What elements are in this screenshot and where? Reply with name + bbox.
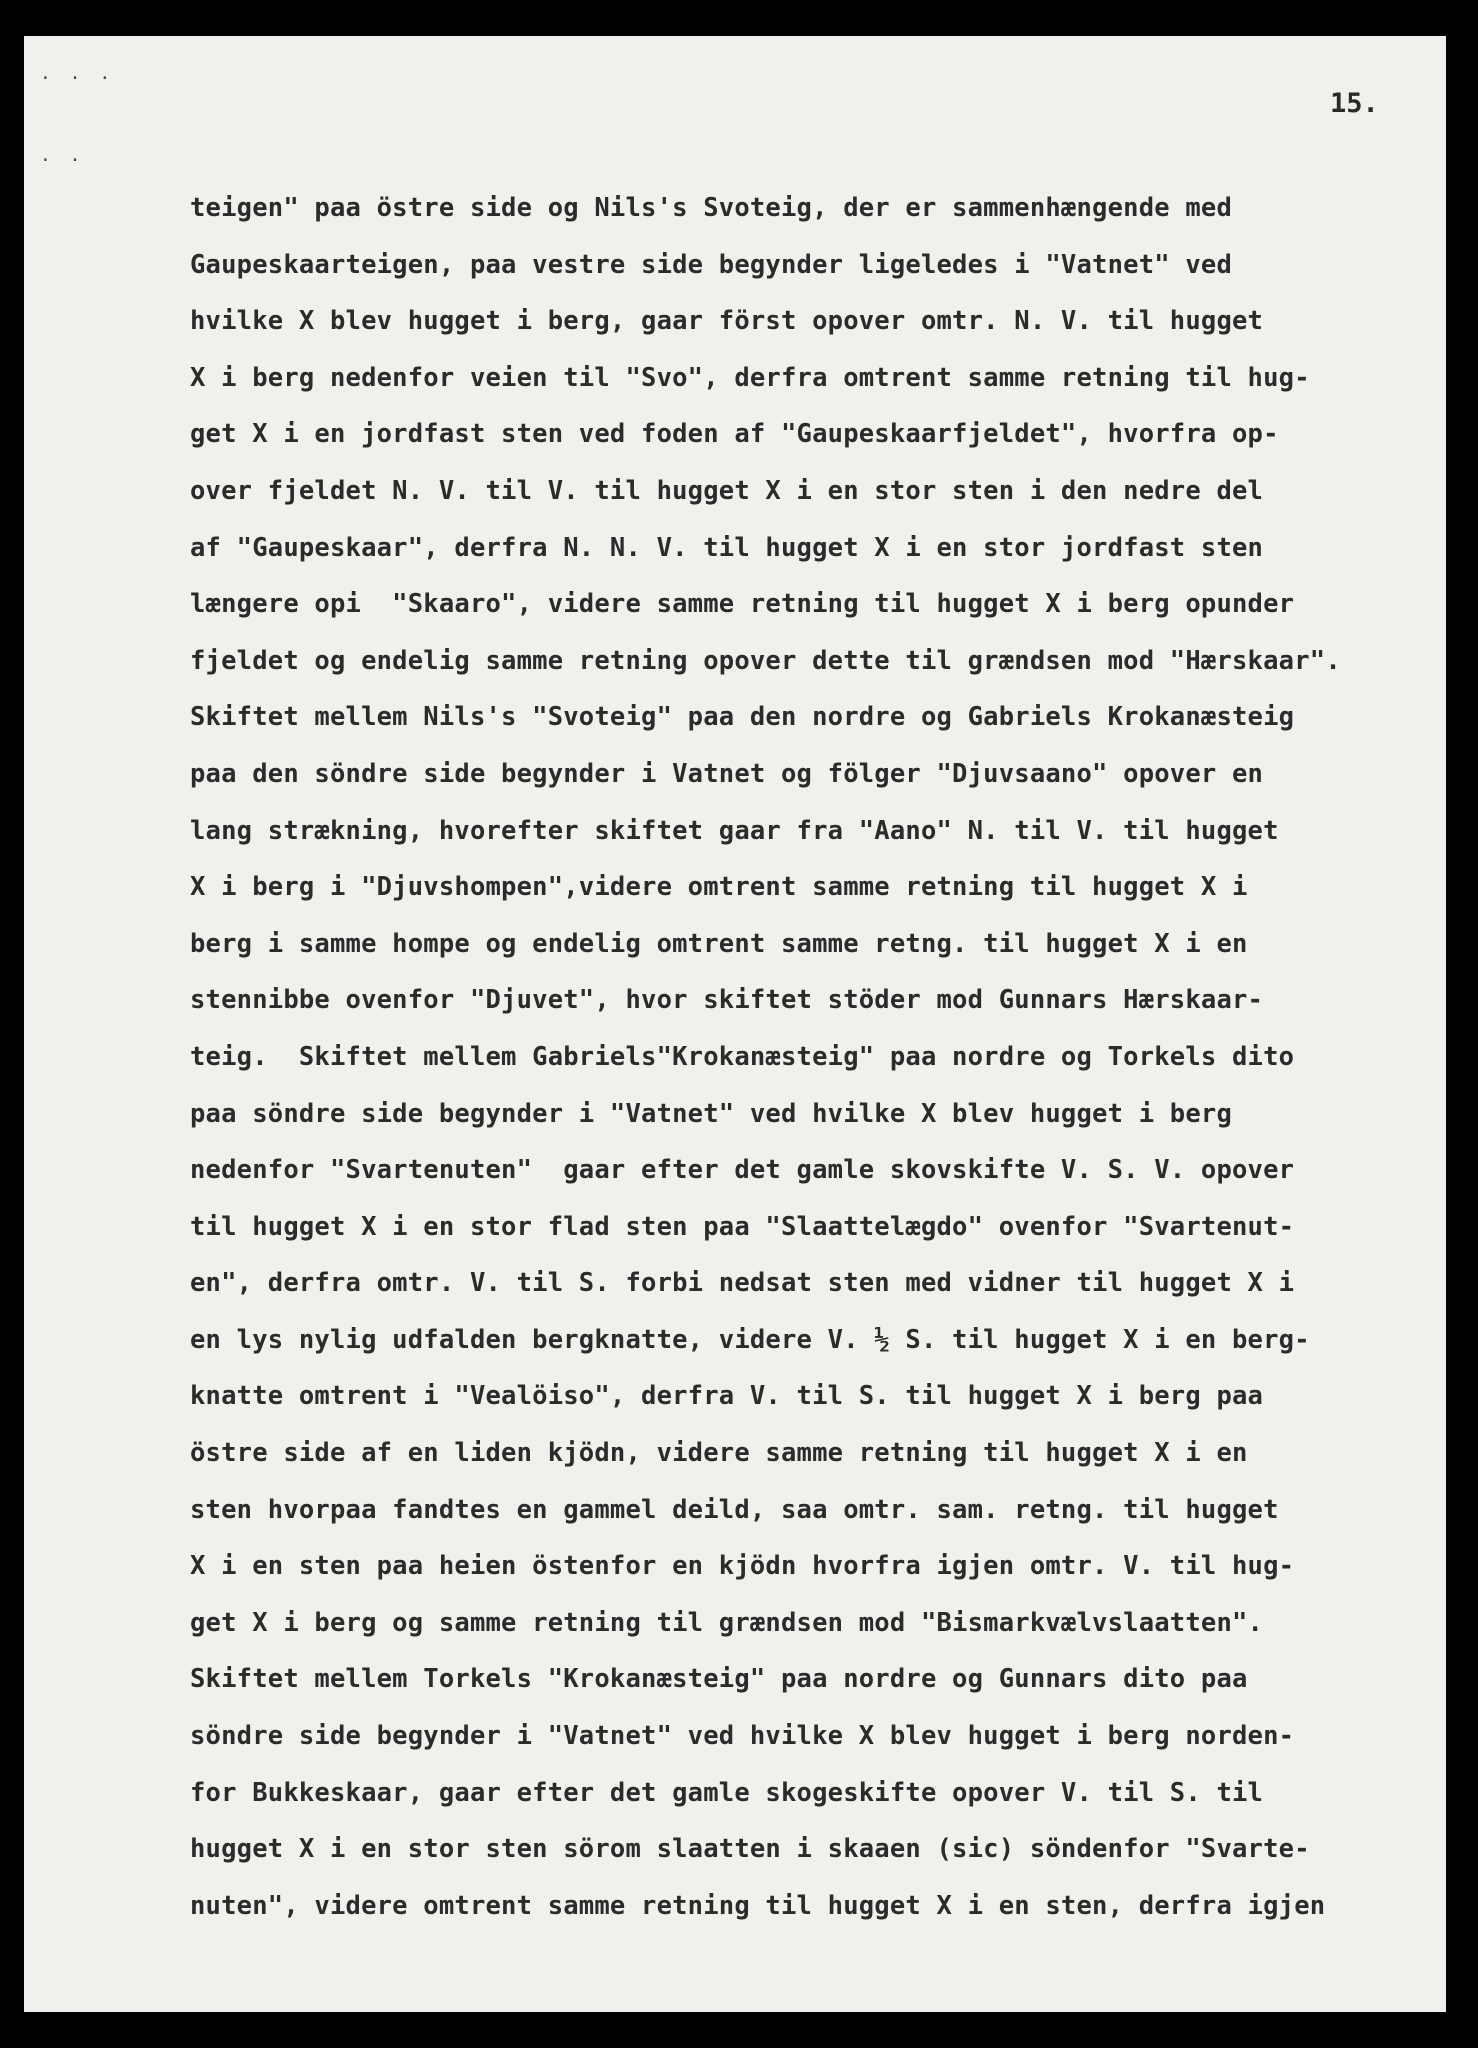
text-line: knatte omtrent i "Vealöiso", derfra V. til S. til hugget X i berg paa [190, 1381, 1264, 1412]
text-line: over fjeldet N. V. til V. til hugget X i en stor sten i den nedre del [190, 475, 1264, 506]
text-line: nuten", videre omtrent samme retning til hugget X i en sten, derfra igjen [190, 1890, 1326, 1921]
text-line: X i berg i "Djuvshompen",videre omtrent samme retning til hugget X i [190, 872, 1248, 903]
text-line: til hugget X i en stor flad sten paa "Slaattelægdo" ovenfor "Svartenut- [190, 1211, 1295, 1242]
text-line: hugget X i en stor sten sörom slaatten i skaaen (sic) söndenfor "Svarte- [190, 1834, 1310, 1865]
text-line: get X i en jordfast sten ved foden af "Gaupeskaarfjeldet", hvorfra op- [190, 419, 1279, 450]
text-line: nedenfor "Svartenuten" gaar efter det gamle skovskifte V. S. V. opover [190, 1155, 1295, 1186]
text-line: paa den söndre side begynder i Vatnet og fölger "Djuvsaano" opover en [190, 758, 1264, 789]
text-line: paa söndre side begynder i "Vatnet" ved hvilke X blev hugget i berg [190, 1098, 1233, 1129]
text-line: sten hvorpaa fandtes en gammel deild, saa omtr. sam. retng. til hugget [190, 1494, 1279, 1525]
text-line: en lys nylig udfalden bergknatte, videre V. ½ S. til hugget X i en berg- [190, 1324, 1310, 1355]
text-line: östre side af en liden kjödn, videre samme retning til hugget X i en [190, 1438, 1248, 1469]
text-line: söndre side begynder i "Vatnet" ved hvilke X blev hugget i berg norden- [190, 1721, 1295, 1752]
text-line: teigen" paa östre side og Nils's Svoteig, der er sammenhængende med [190, 193, 1233, 223]
text-line: Skiftet mellem Nils's "Svoteig" paa den nordre og Gabriels Krokanæsteig [190, 702, 1295, 733]
text-line: Gaupeskaarteigen, paa vestre side begynder ligeledes i "Vatnet" ved [190, 249, 1233, 280]
text-line: berg i samme hompe og endelig omtrent samme retng. til hugget X i en [190, 928, 1248, 959]
text-line: en", derfra omtr. V. til S. forbi nedsat sten med vidner til hugget X i [190, 1268, 1295, 1299]
margin-mark-lower: · · [40, 150, 85, 171]
text-line: af "Gaupeskaar", derfra N. N. V. til hugget X i en stor jordfast sten [190, 532, 1264, 563]
text-line: længere opi "Skaaro", videre samme retning til hugget X i berg opunder [190, 589, 1295, 620]
margin-mark-top: · · · [40, 68, 115, 89]
text-line: X i berg nedenfor veien til "Svo", derfra omtrent samme retning til hug- [190, 362, 1310, 393]
text-line: X i en sten paa heien östenfor en kjödn hvorfra igjen omtr. V. til hug- [190, 1551, 1295, 1582]
page-number: 15. [1330, 88, 1379, 119]
text-line: lang strækning, hvorefter skiftet gaar fra "Aano" N. til V. til hugget [190, 815, 1279, 846]
text-line: for Bukkeskaar, gaar efter det gamle skogeskifte opover V. til S. til [190, 1777, 1264, 1808]
text-line: stennibbe ovenfor "Djuvet", hvor skiftet stöder mod Gunnars Hærskaar- [190, 985, 1264, 1016]
text-line: teig. Skiftet mellem Gabriels"Krokanæsteig" paa nordre og Torkels dito [190, 1041, 1295, 1072]
text-line: Skiftet mellem Torkels "Krokanæsteig" paa nordre og Gunnars dito paa [190, 1664, 1248, 1695]
text-line: fjeldet og endelig samme retning opover dette til grændsen mod "Hærskaar". [190, 645, 1341, 676]
text-line: get X i berg og samme retning til grændsen mod "Bismarkvælvslaatten". [190, 1607, 1264, 1638]
text-line: hvilke X blev hugget i berg, gaar först opover omtr. N. V. til hugget [190, 306, 1264, 337]
typed-text-body [190, 180, 1440, 1934]
